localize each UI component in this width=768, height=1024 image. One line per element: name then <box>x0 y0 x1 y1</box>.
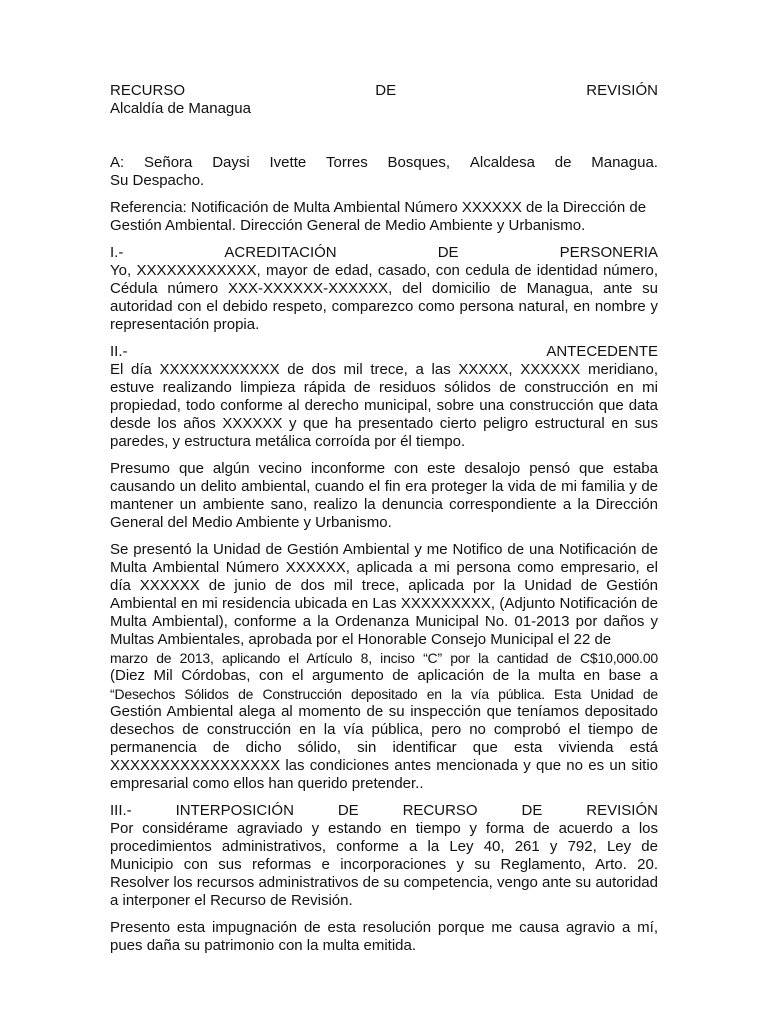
heading-word: RECURSO <box>402 802 478 819</box>
paragraph: Se presentó la Unidad de Gestión Ambiental y me Notifico de una Notificación de Multa Ambiental Número XXXXXX, aplicada a mi persona como empresario, el día XXXXXX de junio de dos mil trece, aplicada por la Unidad de Gestión Ambiental en mi residencia ubicada en Las XXXXXXXXX, (Adjunto Notificación de Multa Ambiental), conforme a la Ordenanza Municipal No. 01-2013 por daños y Multas Ambientales, aprobada por el Honorable Consejo Municipal el 22 de <box>110 541 658 648</box>
paragraph-line: “Desechos Sólidos de Construcción depositado en la vía pública. Esta Unidad de <box>110 686 658 702</box>
paragraph: Yo, XXXXXXXXXXXX, mayor de edad, casado, con cedula de identidad número, Cédula número XXX-XXXXXX-XXXXXX, del domicilio de Managua, ante su autoridad con el debido respeto, comparezco como persona natural, en nombre y representación propia. <box>110 262 658 333</box>
heading-word: PERSONERIA <box>559 244 658 261</box>
paragraph: El día XXXXXXXXXXXX de dos mil trece, a las XXXXX, XXXXXX meridiano, estuve realizando limpieza rápida de residuos sólidos de construcción en mi propiedad, todo conforme al derecho municipal, sobre una construcción que data desde los años XXXXXX y que ha presentado cierto peligro estructural en sus paredes, y estructura metálica corroída por él tiempo. <box>110 361 658 450</box>
paragraph: Gestión Ambiental alega al momento de su inspección que teníamos depositado desechos de construcción en la vía pública, pero no comprobó el tiempo de permanencia de dicho sólido, sin identificar que esta vivienda está XXXXXXXXXXXXXXXXX las condiciones antes mencionada y que no es un sitio empresarial como ellos han querido pretender.. <box>110 703 658 792</box>
paragraph: Por considérame agraviado y estando en tiempo y forma de acuerdo a los procedimientos administrativos, conforme a la Ley 40, 261 y 792, Ley de Municipio con sus reformas e incorporaciones y su Reglamento, Arto. 20. Resolver los recursos administrativos de su competencia, vengo ante su autoridad a interponer el Recurso de Revisión. <box>110 820 658 909</box>
addressee-line <box>110 154 658 172</box>
document-subtitle: Alcaldía de Managua <box>110 100 251 117</box>
heading-word: I.- <box>110 244 124 261</box>
section-heading-2 <box>110 343 658 361</box>
addressee-word: Alcaldesa <box>469 154 535 171</box>
reference-line: Gestión Ambiental. Dirección General de Medio Ambiente y Urbanismo. <box>110 217 586 234</box>
addressee-word: A: <box>110 154 125 171</box>
heading-word: ACREDITACIÓN <box>224 244 337 261</box>
addressee-word: Bosques, <box>387 154 451 171</box>
addressee-word: Ivette <box>269 154 307 171</box>
title-word: DE <box>375 82 397 99</box>
heading-word: REVISIÓN <box>586 802 658 819</box>
heading-word: DE <box>521 802 543 819</box>
addressee-word: Señora <box>144 154 193 171</box>
heading-word: III.- <box>110 802 132 819</box>
addressee-word: Daysi <box>212 154 250 171</box>
addressee-word: de <box>554 154 572 171</box>
addressee-office: Su Despacho. <box>110 172 205 189</box>
heading-word: DE <box>337 802 359 819</box>
reference-line: Referencia: Notificación de Multa Ambiental Número XXXXXX de la Dirección de <box>110 199 647 216</box>
paragraph: Presumo que algún vecino inconforme con este desalojo pensó que estaba causando un delito ambiental, cuando el fin era proteger la vida de mi familia y de mantener un ambiente sano, realizo la denuncia correspondiente a la Dirección General del Medio Ambiente y Urbanismo. <box>110 460 658 531</box>
paragraph-line: (Diez Mil Córdobas, con el argumento de aplicación de la multa en base a <box>110 667 658 684</box>
heading-word: II.- <box>110 343 128 360</box>
heading-word: ANTECEDENTE <box>546 343 658 360</box>
heading-word: DE <box>437 244 459 261</box>
section-heading-3 <box>110 802 658 820</box>
section-heading-1 <box>110 244 658 262</box>
paragraph: Presento esta impugnación de esta resolución porque me causa agravio a mí, pues daña su patrimonio con la multa emitida. <box>110 919 658 954</box>
heading-word: INTERPOSICIÓN <box>175 802 294 819</box>
paragraph-line: marzo de 2013, aplicando el Artículo 8, inciso “C” por la cantidad de C$10,000.00 <box>110 650 658 666</box>
addressee-word: Managua. <box>591 154 658 171</box>
document-title <box>110 82 658 100</box>
title-word: REVISIÓN <box>586 82 658 99</box>
title-word: RECURSO <box>110 82 186 99</box>
addressee-word: Torres <box>326 154 368 171</box>
